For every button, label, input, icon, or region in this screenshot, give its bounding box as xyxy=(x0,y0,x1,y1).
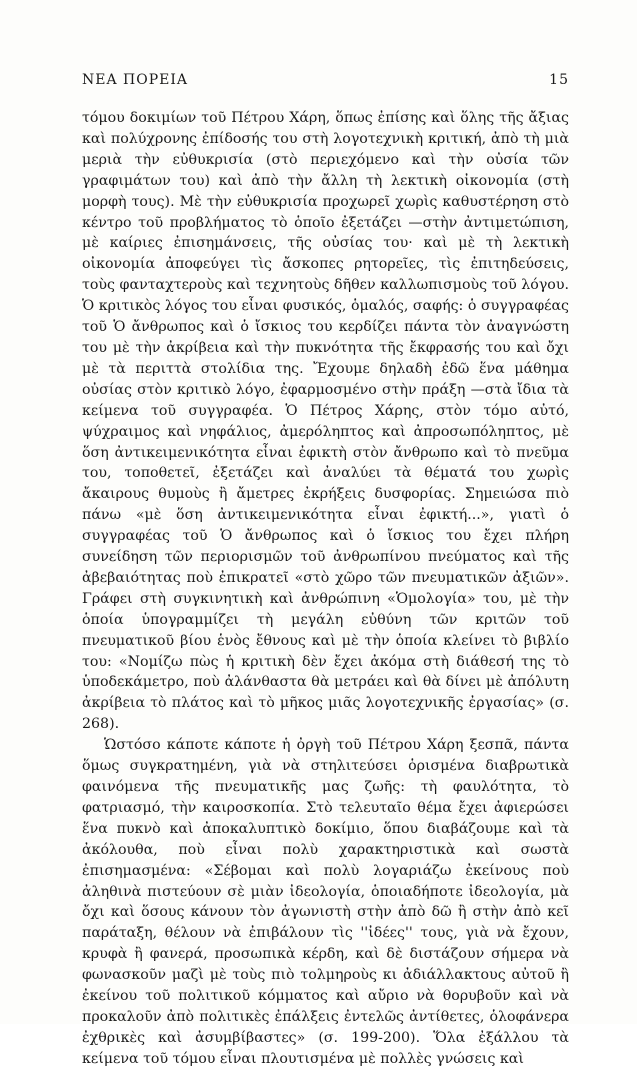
page-number: 15 xyxy=(549,72,569,88)
running-head: ΝΕΑ ΠΟΡΕΙΑ xyxy=(82,72,188,88)
paragraph-1: τόμου δοκιμίων τοῦ Πέτρου Χάρη, ὅπως ἐπίσης καὶ ὅλης τῆς ἄξιας καὶ πολύχρονης ἐπίδοσής του στὴ λογοτεχνικὴ κριτική, ἀπὸ τὴ μιὰ μεριὰ τὴν εὐθυκρισία (στὸ περιεχόμενο καὶ τὴν οὐσία τῶν γραφιμάτων του) καὶ ἀπὸ τὴν ἄλλη τὴ λεκτικὴ οἰκονομία (στὴ μορφὴ τους). Μὲ τὴν εὐθυκρισία προχωρεῖ χωρὶς καθυστέρηση στὸ κέντρο τοῦ προβλήματος τὸ ὁποῖο ἐξετάζει —στὴν ἀντιμετώπιση, μὲ καίριες ἐπισημάνσεις, τῆς οὐσίας του· καὶ μὲ τὴ λεκτικὴ οἰκονομία ἀποφεύγει τὶς ἄσκοπες ρητορεῖες, τὶς ἐπιτηδεύσεις, τοὺς φανταχτεροὺς καὶ τεχνητοὺς δῆθεν καλλωπισμοὺς τοῦ λόγου. Ὁ κριτικὸς λόγος του εἶναι φυσικός, ὁμαλός, σαφής: ὁ συγγραφέας τοῦ Ὁ ἄνθρωπος καὶ ὁ ἴσκιος του κερδίζει πάντα τὸν ἀναγνώστη του μὲ τὴν ἀκρίβεια καὶ τὴν πυκνότητα τῆς ἔκφρασής του καὶ ὄχι μὲ τὰ περιττὰ στολίδια της. Ἔχουμε δηλαδὴ ἐδῶ ἕνα μάθημα οὐσίας στὸν κριτικὸ λόγο, ἐφαρμοσμένο στὴν πράξη —στὰ ἴδια τὰ κείμενα τοῦ συγγραφέα. Ὁ Πέτρος Χάρης, στὸν τόμο αὐτό, ψύχραιμος καὶ νηφάλιος, ἀμερόληπτος καὶ ἀπροσωπόληπτος, μὲ ὅση ἀντικειμενικότητα εἶναι ἐφικτὴ στὸν ἄνθρωπο καὶ τὸ πνεῦμα του, τοποθετεῖ, ἐξετάζει καὶ ἀναλύει τὰ θέματά του χωρὶς ἄκαιρους θυμοὺς ἢ ἄμετρες ἐκρήξεις δυσφορίας. Σημειώσα πιὸ πάνω «μὲ ὅση ἀντικειμενικότητα εἶναι ἐφικτή...», γιατὶ ὁ συγγραφέας τοῦ Ὁ ἄνθρωπος καὶ ὁ ἴσκιος του ἔχει πλήρη συνείδηση τῶν περιορισμῶν τοῦ ἀνθρωπίνου πνεύματος καὶ τῆς ἀβεβαιότητας ποὺ ἐπικρατεῖ «στὸ χῶρο τῶν πνευματικῶν ἀξιῶν». Γράφει στὴ συγκινητικὴ καὶ ἀνθρώπινη «Ὁμολογία» του, μὲ τὴν ὁποία ὑπογραμμίζει τὴ μεγάλη εὐθύνη τῶν κριτῶν τοῦ πνευματικοῦ βίου ἑνὸς ἔθνους καὶ μὲ τὴν ὁποία κλείνει τὸ βιβλίο του: «Νομίζω πὼς ἡ κριτικὴ δὲν ἔχει ἀκόμα στὴ διάθεσή της τὸ ὑποδεκάμετρο, ποὺ ἀλάνθαστα θὰ μετράει καὶ θὰ δίνει μὲ ἀπόλυτη ἀκρίβεια τὸ πλάτος καὶ τὸ μῆκος μιᾶς λογοτεχνικῆς ἐργασίας» (σ. 268). xyxy=(82,110,569,733)
body-text xyxy=(82,108,569,1070)
paragraph-2: Ὡστόσο κάποτε κάποτε ἡ ὀργὴ τοῦ Πέτρου Χάρη ξεσπᾶ, πάντα ὅμως συγκρατημένη, γιὰ νὰ στηλιτεύσει ὁρισμένα διαβρωτικὰ φαινόμενα τῆς πνευματικῆς μας ζωῆς: τὴ φαυλότητα, τὸ φατριασμό, τὴν καιροσκοπία. Στὸ τελευταῖο θέμα ἔχει ἀφιερώσει ἕνα πυκνὸ καὶ ἀποκαλυπτικὸ δοκίμιο, ὅπου διαβάζουμε καὶ τὰ ἀκόλουθα, ποὺ εἶναι πολὺ χαρακτηριστικὰ καὶ σωστὰ ἐπισημασμένα: «Σέβομαι καὶ πολὺ λογαριάζω ἐκείνους ποὺ ἀληθινὰ πιστεύουν σὲ μιὰν ἰδεολογία, ὁποιαδήποτε ἰδεολογία, μὰ ὄχι καὶ ὅσους κάνουν τὸν ἀγωνιστὴ στὴν ἀπὸ δῶ ἢ στὴν ἀπὸ κεῖ παράταξη, θέλουν νὰ ἐπιβάλουν τὶς ''ἰδέες'' τους, γιὰ νὰ ἔχουν, κρυφὰ ἢ φανερά, προσωπικὰ κέρδη, καὶ δὲ διστάζουν σήμερα νὰ φωνασκοῦν μαζὶ μὲ τοὺς πιὸ τολμηροὺς κι ἀδιάλλακτους αὐτοῦ ἢ ἐκείνου τοῦ πολιτικοῦ κόμματος καὶ αὔριο νὰ θορυβοῦν καὶ νὰ προκαλοῦν ἀπὸ πολιτικὲς ἐπάλξεις ἐντελῶς ἀντίθετες, ὁλοφάνερα ἐχθρικὲς καὶ ἀσυμβίβαστες» (σ. 199-200). Ὅλα ἐξάλλου τὰ κείμενα τοῦ τόμου εἶναι πλουτισμένα μὲ πολλὲς γνώσεις καὶ xyxy=(82,737,569,1067)
page-header xyxy=(82,72,569,92)
